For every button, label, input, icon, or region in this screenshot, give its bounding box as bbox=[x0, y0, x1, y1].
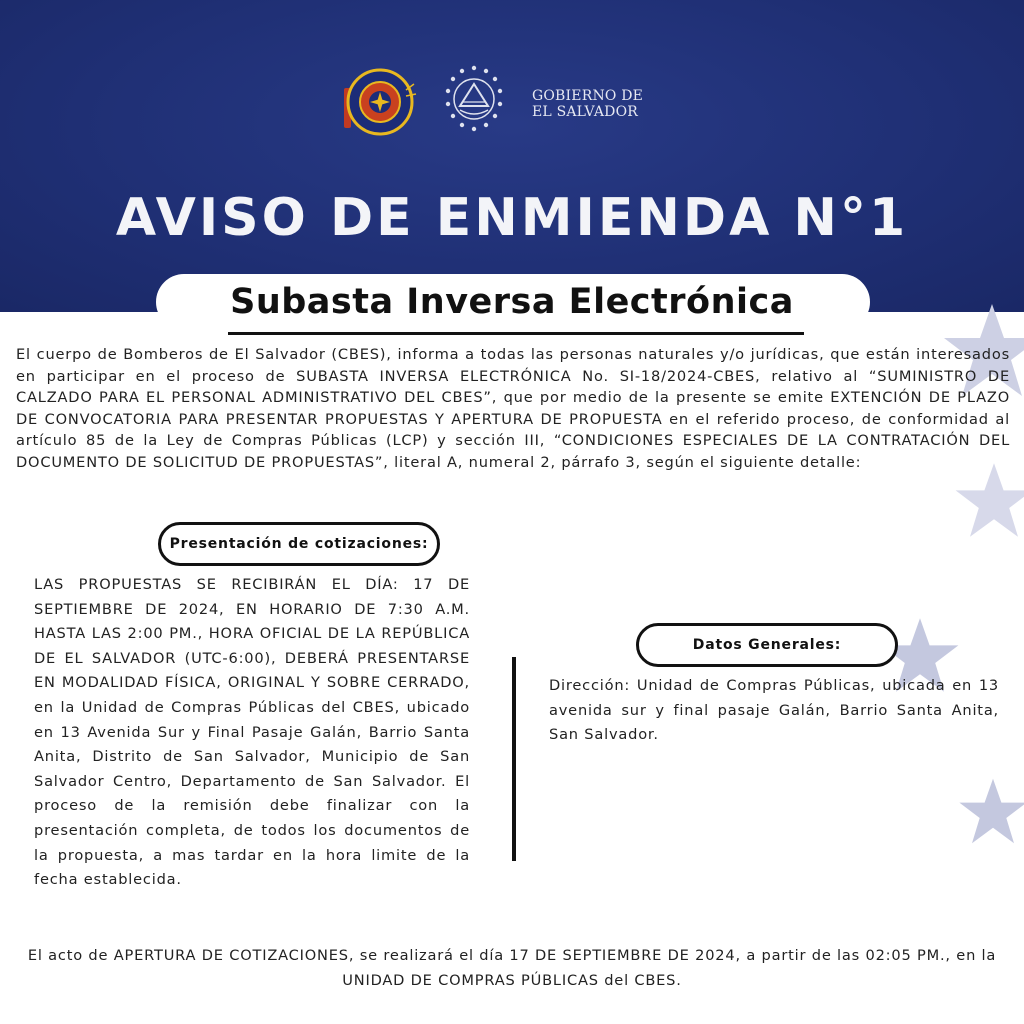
presentation-text: LAS PROPUESTAS SE RECIBIRÁN EL DÍA: 17 DE SEPTIEMBRE DE 2024, EN HORARIO DE 7:30 A.M. HASTA LAS 2:00 PM., HORA OFICIAL DE LA REPÚBLICA DE EL SALVADOR (UTC-6:00), DEBERÁ PRESENTARSE EN MODALIDAD FÍSICA, ORIGINAL Y SOBRE CERRADO, en la Unidad de Compras Públicas del CBES, ubicado en 13 Avenida Sur y Final Pasaje Galán, Barrio Santa Anita, Distrito de San Salvador, Municipio de San Salvador Centro, Departamento de San Salvador. El proceso de la remisión debe finalizar con la presentación completa, de todos los documentos de la propuesta, a mas tardar en la hora limite de la fecha establecida. bbox=[34, 576, 470, 889]
government-name: GOBIERNO DE EL SALVADOR bbox=[532, 88, 644, 120]
presentation-label: Presentación de cotizaciones: bbox=[158, 522, 440, 566]
footer-paragraph: El acto de APERTURA DE COTIZACIONES, se realizará el día 17 DE SEPTIEMBRE DE 2024, a partir de las 02:05 PM., en la UNIDAD DE COMPRAS PÚBLICAS del CBES. bbox=[27, 947, 997, 989]
logo-row bbox=[0, 64, 1024, 144]
government-seal-logo bbox=[432, 64, 516, 144]
header-banner bbox=[0, 0, 1024, 312]
subtitle-underline bbox=[228, 332, 804, 335]
cbes-logo bbox=[340, 66, 418, 140]
page-title: AVISO DE ENMIENDA N°1 bbox=[115, 188, 909, 248]
column-divider bbox=[512, 657, 516, 861]
page-subtitle: Subasta Inversa Electrónica bbox=[230, 282, 794, 322]
general-data-label: Datos Generales: bbox=[636, 623, 898, 667]
general-data-text: Dirección: Unidad de Compras Públicas, ubicada en 13 avenida sur y final pasaje Galán, Barrio Santa Anita, San Salvador. bbox=[549, 677, 999, 744]
star-decoration-icon bbox=[958, 776, 1024, 846]
intro-paragraph: El cuerpo de Bomberos de El Salvador (CBES), informa a todas las personas naturales y/o jurídicas, que están interesados en participar en el proceso de SUBASTA INVERSA ELECTRÓNICA No. SI-18/2024-CBES, relativo al “SUMINISTRO DE CALZADO PARA EL PERSONAL ADMINISTRATIVO DEL CBES”, que por medio de la presente se emite EXTENCIÓN DE PLAZO DE CONVOCATORIA PARA PRESENTAR PROPUESTAS Y APERTURA DE PROPUESTA en el referido proceso, de conformidad al artículo 85 de la Ley de Compras Públicas (LCP) y sección III, “CONDICIONES ESPECIALES DE LA CONTRATACIÓN DEL DOCUMENTO DE SOLICITUD DE PROPUESTAS”, literal A, numeral 2, párrafo 3, según el siguiente detalle: bbox=[16, 346, 1010, 471]
